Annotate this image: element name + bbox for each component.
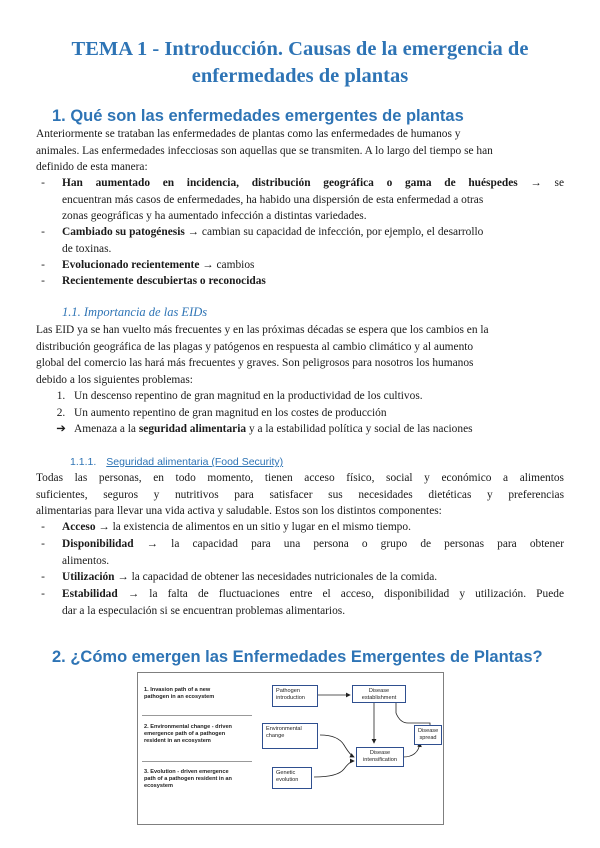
label-line: 3. Evolution - driven emergence [144,769,229,775]
arrow-genetic-to-intensification [314,761,354,777]
emergence-diagram [137,672,444,825]
list-marker: - [41,571,45,583]
paragraph-line: Las EID ya se han vuelto más frecuentes y en las próximas décadas se espera que los cambios en la [36,324,489,336]
list-item [41,536,564,569]
paragraph-line: alimentarias para llevar una vida activa y saludable. Estos son los distintos componentes: [36,505,442,518]
list-marker: - [41,588,45,600]
item-bold-text: Estabilidad [62,588,118,600]
label-line: pathogen in an ecosystem [144,694,215,700]
item-text: y a la estabilidad política y social de las naciones [246,423,473,435]
item-text: encuentran más casos de enfermedades, ha habido una dispersión de esta enfermedad a otras [62,193,484,206]
intro-line: animales. Las enfermedades infecciosas son aquellas que se transmiten. A lo largo del tiempo se han [36,144,493,157]
list-item [41,175,564,225]
section-1-1-1-heading [70,455,283,469]
disease-spread-box [414,725,442,745]
section-1-intro [36,126,564,176]
section-1-1-heading: 1.1. Importancia de las EIDs [62,305,208,319]
item-bold-text: seguridad alimentaria [138,423,247,435]
list-marker: - [41,259,45,271]
box-label: Environmental [266,726,302,732]
arrow-environment-to-intensification [320,735,354,757]
paragraph-line: suficientes, seguros y nutritivos para satisfacer sus necesidades dietéticas y preferencias [36,488,564,501]
arrow-item [56,421,564,438]
item-bold-text: Cambiado su patogénesis [62,226,185,238]
item-bold-text: Disponibilidad [62,538,134,550]
disease-intensification-box [356,747,404,767]
list-item [41,519,564,536]
list-item [41,224,564,257]
box-label: Disease [369,750,391,756]
item-text: → la capacidad para una persona o grupo de personas para obtener [133,538,564,550]
list-item [41,257,564,274]
box-label: Pathogen [276,688,300,694]
list-marker: - [41,275,45,287]
item-text: zonas geográficas y ha aumentado infección a distintas variedades. [62,210,367,223]
label-line: path of a pathogen resident in an [144,776,232,782]
item-bold-text: Acceso [62,521,96,533]
list-marker: - [41,521,45,533]
genetic-evolution-box [272,767,312,789]
list-number: 2. [56,407,66,419]
paragraph-line: debido a los siguientes problemas: [36,373,193,386]
title-line-2: enfermedades de plantas [191,65,409,87]
list-item [41,273,564,290]
section-2-heading: 2. ¿Cómo emergen las Enfermedades Emergentes de Plantas? [52,648,543,666]
intro-line: definido de esta manera: [36,161,148,174]
list-item [41,586,564,619]
item-text: → cambios [199,259,255,271]
item-bold-text: Han aumentado en incidencia, distribución geográfica o gama de huéspedes [62,177,518,189]
numbered-item [56,388,564,405]
box-label: intensification [363,757,397,763]
arrow-icon: ➔ [56,423,66,435]
item-bold-text: Evolucionado recientemente [62,259,200,271]
list-marker: - [41,177,45,189]
box-label: introduction [276,695,305,701]
item-text: Un aumento repentino de gran magnitud en los costes de producción [74,407,387,419]
label-line: 1. Invasion path of a new [144,687,211,693]
environmental-change-box [262,723,318,749]
pathogen-introduction-box [272,685,318,707]
paragraph-line: global del comercio las hará más frecuentes y graves. Son peligrosos para nosotros los humanos [36,357,474,370]
section-1-1-1-paragraph [36,470,564,520]
item-bold-text: Recientemente descubiertas o reconocidas [62,275,266,287]
item-text: → cambian su capacidad de infección, por ejemplo, el desarrollo [184,226,484,238]
section-1-heading: 1. Qué son las enfermedades emergentes de plantas [52,107,464,125]
list-marker: - [41,538,45,550]
list-marker: - [41,226,45,238]
item-text: alimentos. [62,554,110,567]
label-line: 2. Environmental change - driven [144,724,232,730]
item-text: → la capacidad de obtener las necesidades nutricionales de la comida. [114,571,438,583]
label-line: ecosystem [144,783,173,789]
box-label: evolution [276,777,299,783]
box-label: Disease [418,728,439,734]
arrow-intensification-to-spread [403,743,420,757]
label-line: emergence path of a pathogen [144,731,226,737]
box-label: change [266,733,285,739]
item-text: → se [517,177,564,189]
item-text: dar a la especulación si se encuentran problemas alimentarios. [62,604,346,617]
box-label: Genetic [276,770,296,776]
intro-line: Anteriormente se trataban las enfermedades de plantas como las enfermedades de humanos y [36,128,461,140]
item-text: → la existencia de alimentos en un sitio y lugar en el mismo tiempo. [95,521,411,533]
item-text: → la falta de fluctuaciones entre el acceso, disponibilidad y utilización. Puede [117,588,564,600]
numbered-item [56,405,564,422]
item-bold-text: Utilización [62,571,115,583]
document-title [40,36,560,90]
disease-establishment-box [352,685,406,703]
box-label: Disease [368,688,390,694]
title-line-1: TEMA 1 - Introducción. Causas de la emergencia de [71,38,529,60]
label-line: resident in an ecosystem [144,738,211,744]
paragraph-line: Todas las personas, en todo momento, tienen acceso físico, social y económico a alimentos [36,472,564,484]
item-text: Amenaza a la [74,423,139,435]
heading-number: 1.1.1. [70,456,97,468]
box-label: establishment [361,695,397,701]
list-item [41,569,564,586]
section-1-1-paragraph [36,322,564,388]
paragraph-line: distribución geográfica de las plagas y patógenos en respuesta al cambio climático y al aumento [36,340,474,353]
heading-text: Seguridad alimentaria (Food Security) [106,456,284,468]
box-label: spread [419,735,437,741]
item-text: de toxinas. [62,242,112,255]
item-text: Un descenso repentino de gran magnitud en la productividad de los cultivos. [74,390,423,402]
list-number: 1. [56,390,66,402]
